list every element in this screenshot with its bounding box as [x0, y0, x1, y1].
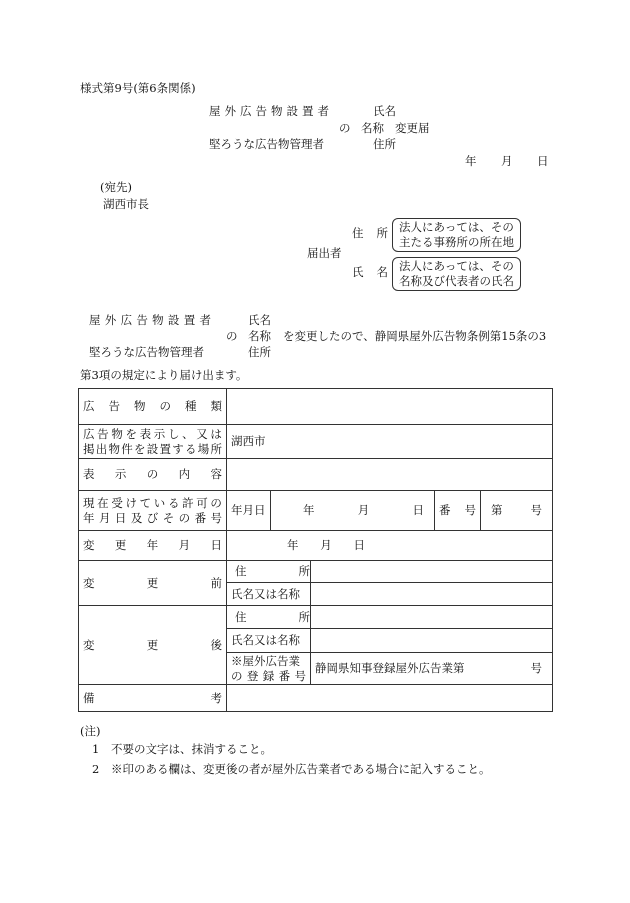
- note-1-text: 不要の文字は、抹消すること。: [111, 742, 272, 756]
- heading-meisho-label: 名称: [361, 121, 384, 135]
- note-2-text: ※印のある欄は、変更後の者が屋外広告業者である場合に記入すること。: [111, 762, 491, 776]
- label-place: 広 告 物 を 表 示 し 、 又 は 掲 出 物 件 を 設 置 す る 場 所: [79, 425, 227, 459]
- row-before-address: [79, 561, 553, 583]
- permit-date-field[interactable]: 年 月 日: [271, 491, 435, 531]
- registration-field[interactable]: 静岡県知事登録屋外広告業第 号: [311, 653, 553, 685]
- label-remarks: 備 考: [79, 685, 227, 712]
- row-permit: [79, 491, 553, 531]
- content-field[interactable]: [227, 459, 553, 491]
- notification-table: [78, 388, 553, 712]
- permit-number-field[interactable]: 第 号: [481, 491, 553, 531]
- before-name-label: 氏名又は名称: [227, 583, 311, 606]
- body-role-manager: 堅ろうな広告物管理者: [89, 345, 204, 359]
- form-number: 様式第9号(第6条関係): [80, 81, 196, 95]
- after-name-label: 氏名又は名称: [227, 629, 311, 653]
- addressee-label: (宛先): [100, 180, 132, 194]
- applicant-name-label: 氏 名: [352, 265, 388, 279]
- body-meisho-label: 名称: [248, 329, 271, 343]
- document-title: 変更届: [395, 121, 430, 135]
- applicant-name-note: 法人にあっては、その 名称及び代表者の氏名: [392, 257, 521, 291]
- note-1-number: 1: [92, 742, 100, 756]
- label-before: 変 更 前: [79, 561, 227, 606]
- label-content: 表 示 の 内 容: [79, 459, 227, 491]
- before-address-label: 住 所: [227, 561, 311, 583]
- date-day: 日: [537, 154, 549, 168]
- row-place: [79, 425, 553, 459]
- registration-label: ※屋外広告業 の 登 録 番 号: [227, 653, 311, 685]
- heading-address-label: 住所: [373, 137, 396, 151]
- place-field[interactable]: 湖西市: [227, 425, 553, 459]
- note-2-number: 2: [92, 762, 100, 776]
- row-kind: [79, 389, 553, 425]
- label-after: 変 更 後: [79, 606, 227, 685]
- date-month: 月: [501, 154, 513, 168]
- addressee-name: 湖西市長: [103, 197, 149, 211]
- label-kind: 広 告 物 の 種 類: [79, 389, 227, 425]
- remarks-field[interactable]: [227, 685, 553, 712]
- after-address-label: 住 所: [227, 606, 311, 629]
- label-change-date: 変 更 年 月 日: [79, 531, 227, 561]
- kind-field[interactable]: [227, 389, 553, 425]
- body-no: の: [226, 329, 238, 343]
- after-name-field[interactable]: [311, 629, 553, 653]
- before-name-field[interactable]: [311, 583, 553, 606]
- permit-date-label: 年月日: [227, 491, 271, 531]
- applicant-address-note: 法人にあっては、その 主たる事務所の所在地: [392, 218, 521, 252]
- row-remarks: [79, 685, 553, 712]
- heading-no: の: [339, 121, 351, 135]
- applicant-address-label: 住 所: [352, 226, 388, 240]
- body-line2: 第3項の規定により届け出ます。: [80, 368, 248, 382]
- heading-name-label: 氏名: [373, 104, 396, 118]
- row-content: [79, 459, 553, 491]
- permit-number-label: 番 号: [435, 491, 481, 531]
- before-address-field[interactable]: [311, 561, 553, 583]
- row-after-address: [79, 606, 553, 629]
- change-date-field[interactable]: 年 月 日: [227, 531, 553, 561]
- body-address-label: 住所: [248, 345, 271, 359]
- heading-role-manager: 堅ろうな広告物管理者: [209, 137, 324, 151]
- notes-label: (注): [80, 724, 101, 738]
- body-name-label: 氏名: [248, 313, 271, 327]
- row-change-date: [79, 531, 553, 561]
- date-year: 年: [465, 154, 477, 168]
- applicant-label: 届出者: [307, 246, 342, 260]
- heading-role-installer: 屋 外 広 告 物 設 置 者: [209, 104, 329, 118]
- after-address-field[interactable]: [311, 606, 553, 629]
- body-role-installer: 屋 外 広 告 物 設 置 者: [89, 313, 211, 327]
- body-text-tail: を変更したので、静岡県屋外広告物条例第15条の3: [283, 329, 547, 343]
- label-permit: 現 在 受 け て い る 許 可 の 年 月 日 及 び そ の 番 号: [79, 491, 227, 531]
